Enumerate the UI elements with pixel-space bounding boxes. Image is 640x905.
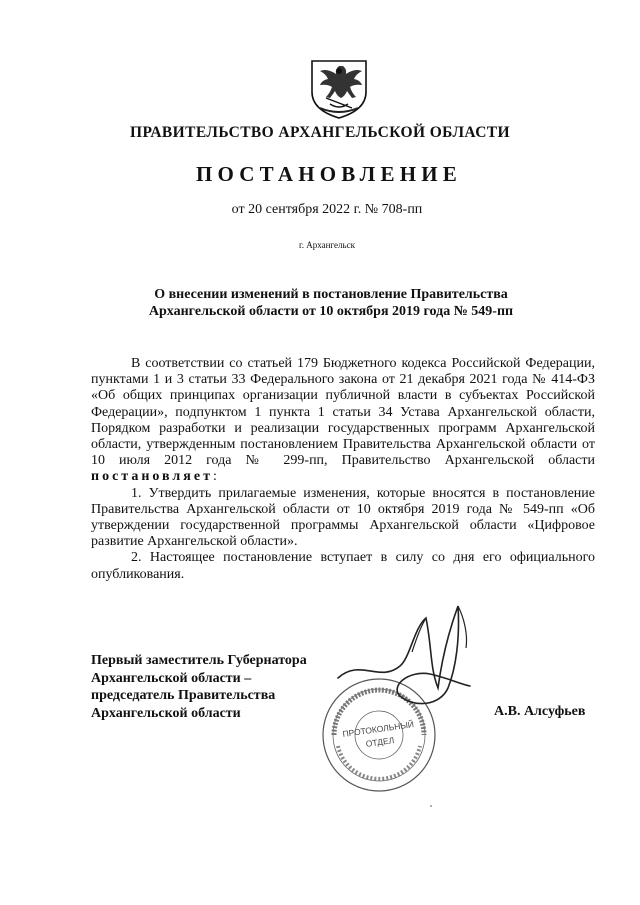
signatory-line-3: председатель Правительства	[91, 688, 276, 703]
stamp-center-line-1: ПРОТОКОЛЬНЫЙ	[341, 719, 415, 740]
stamp-center-line-2: ОТДЕЛ	[365, 734, 395, 749]
title-line-2: Архангельской области от 10 октября 2019 года № 549-пп	[148, 304, 514, 319]
title-line-1: О внесении изменений в постановление Правительства	[154, 287, 508, 302]
document-title	[100, 286, 562, 320]
signatory-line-2: Архангельской области –	[91, 670, 252, 686]
preamble-text: В соответствии со статьей 179 Бюджетного кодекса Российской Федерации, пунктами 1 и 3 статьи 33 Федерального закона от 21 декабря 2021 года № 414-ФЗ «Об общих принципах организации публичной власти в субъектах Российской Федерации», подпунктом 1 пункта 1 статьи 34 Устава Архангельской области, Порядком разработки и реализации государственных программ Архангельской области, утвержденным постановлением Правительства Архангельской области от 10 июля 2012 года № 299-пп, Правительство Архангельской области	[91, 356, 595, 469]
signatory-position	[91, 652, 307, 722]
scan-speck	[430, 805, 432, 807]
coat-of-arms-icon	[306, 58, 372, 120]
signatory-line-1: Первый заместитель Губернатора	[91, 653, 307, 668]
paragraph-preamble	[91, 356, 595, 486]
paragraph-item-2: 2. Настоящее постановление вступает в силу со дня его официального опубликования.	[91, 550, 595, 582]
signatory-line-4: Архангельской области	[91, 705, 241, 721]
document-type: ПОСТАНОВЛЕНИЕ	[195, 162, 463, 186]
document-body	[91, 356, 595, 583]
city-line: г. Архангельск	[299, 240, 355, 250]
date-and-number: от 20 сентября 2022 г. № 708-пп	[231, 202, 423, 217]
handwritten-signature	[330, 588, 510, 748]
signatory-name: А.В. Алсуфьев	[494, 704, 586, 719]
paragraph-item-1: 1. Утвердить прилагаемые изменения, которые вносятся в постановление Правительства Архангельской области от 10 октября 2019 года № 549-пп «Об утверждении государственной программы Архангельской области «Цифровое развитие Архангельской области».	[91, 485, 595, 550]
government-name: ПРАВИТЕЛЬСТВО АРХАНГЕЛЬСКОЙ ОБЛАСТИ	[129, 124, 510, 141]
resolves-word: постановляет	[91, 469, 213, 485]
preamble-colon: :	[212, 469, 217, 485]
